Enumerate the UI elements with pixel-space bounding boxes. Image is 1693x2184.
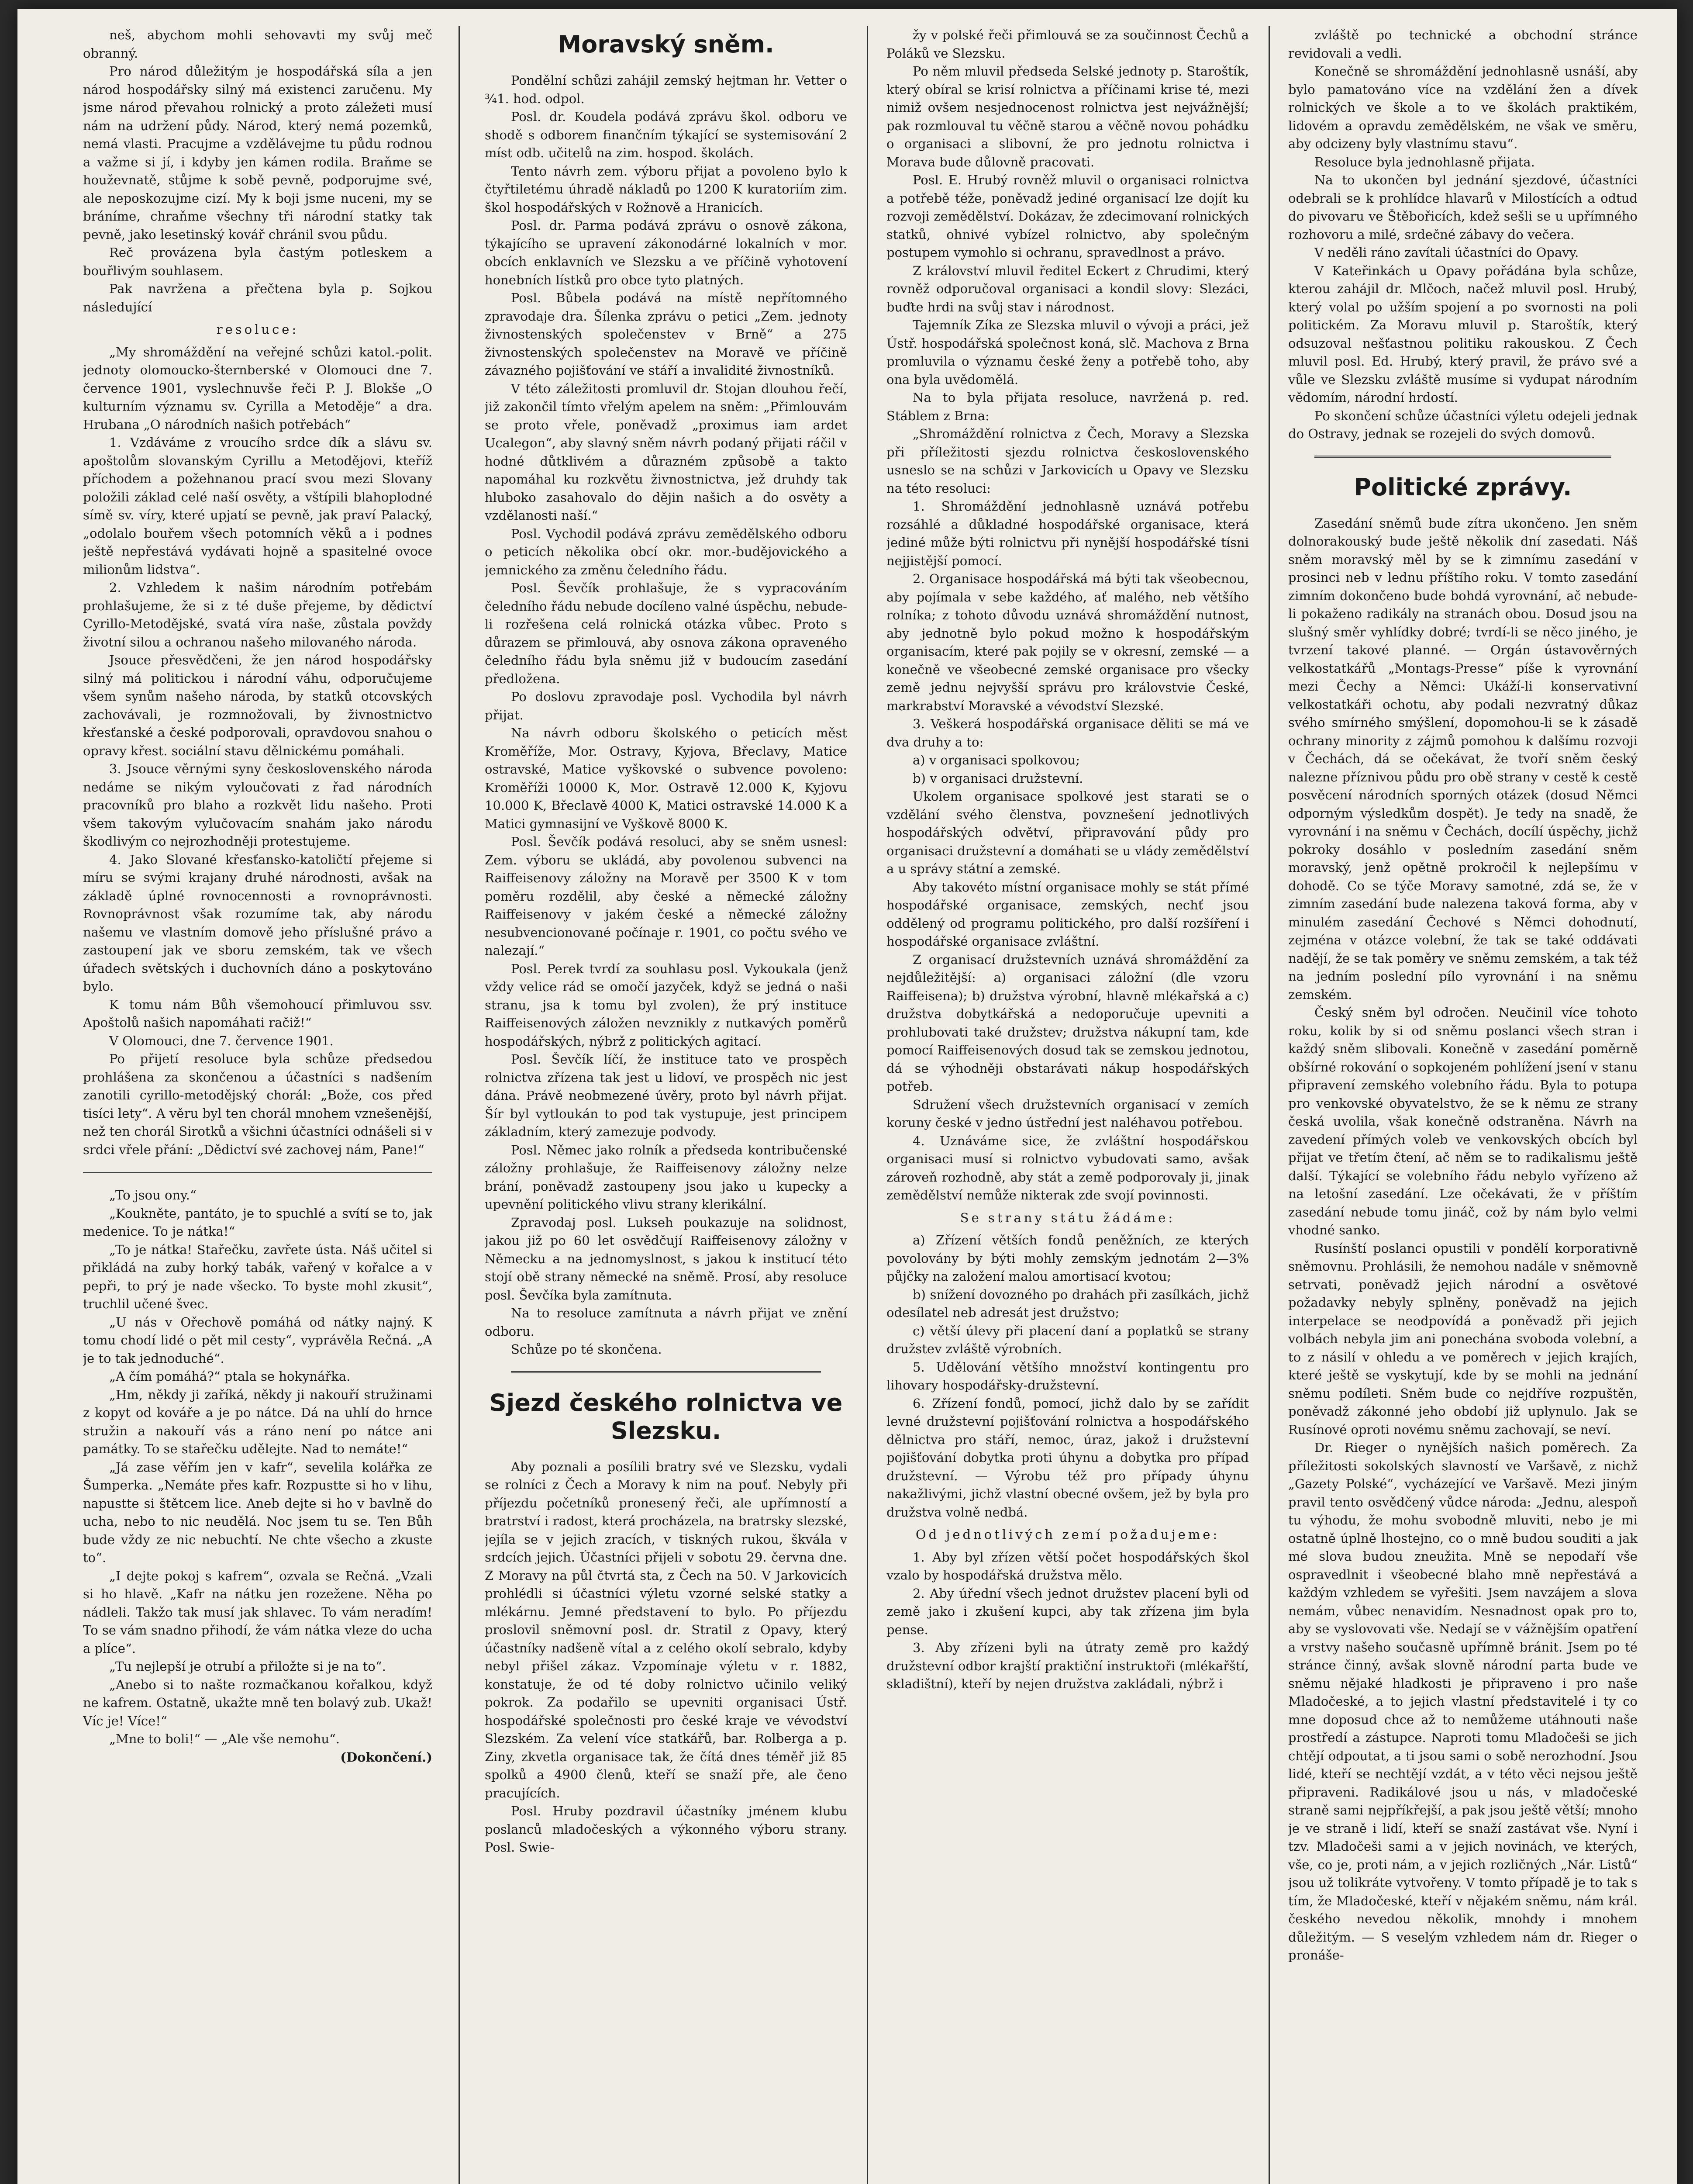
resolution-point: 4. Jako Slované křesťansko-katoličtí přejeme si míru se svými krajany druhé národnosti, avšak na základě úplné rovnocennosti a rovnoprávnosti. Rovnoprávnost však rozumíme tak, aby národu našemu ve vlastním domově jeho příslušné právo a zastoupení jak ve sboru zemském, tak ve všech úřadech světských i duchovních dáno a poskytováno bylo. (83, 852, 432, 994)
section-divider (1314, 456, 1611, 458)
resolution-point: K tomu nám Bůh všemohoucí přimluvou ssv. Apoštolů našich napomáhati račiž!“ (83, 997, 432, 1030)
paragraph: V Kateřinkách u Opavy pořádána byla schůze, kterou zahájil dr. Mlčoch, načež mluvil posl. Hrubý, který volal po užším spojení a po svornosti na poli politickém. Za Moravu mluvil p. Staroštík, který odsuzoval nešťastnou politiku rakouskou. Z Čech mluvil posl. Ed. Hrubý, který pravil, že právo své a vůle ve Slezsku zvláště musíme si vydupat národním vědomím, národní hrdostí. (1288, 263, 1638, 405)
column-3 (886, 26, 1249, 2184)
resolution-point: 5. Udělování většího množství kontingentu pro lihovary hospodářsky-družstevní. (886, 1359, 1249, 1393)
paragraph: Na to byla přijata resoluce, navržená p. red. Stáblem z Brna: (886, 390, 1249, 423)
story-paragraph: „Hm, někdy ji zaříká, někdy ji nakouří stružinami z kopyt od kováře a je po nátce. Dá na uhlí do hrnce stružin a nakouří vás a ráno není po nátce ani památky. To se stařečku udělejte. Nad to nemáte!“ (83, 1387, 432, 1456)
paragraph: Na to ukončen byl jednání sjezdové, účastníci odebrali se k prohlídce hlavarů v Milostících a odtud do pivovaru ve Štěbořicích, kdež sešli se u upřímného rozhovoru a milé, srdečné zábavy do večera. (1288, 173, 1638, 242)
paragraph: Pro národ důležitým je hospodářská síla a jen národ hospodářsky silný má existenci zaručenu. My jsme národ převahou rolnický a proto záležeti musí nám na udržení půdy. Národ, který nemá pozemků, nemá vlasti. Pracujme a vzdělávejme tu půdu rodnou a važme si jí, i kdyby jen kámen rodila. Braňme se houževnatě, stůjme k sobě pevně, podporujme své, ale neposkozujme cizí. My k boji jsme nuceni, my se bráníme, chraňme všechny tři národní statky tak pevně, jako lesetinský kovář chránil svou půdu. (83, 64, 432, 242)
resolution-point: 2. Vzhledem k našim národním potřebám prohlašujeme, že si z té duše přejeme, by dědictví Cyrillo-Metodějské, svatá víra naše, zůstala povždy životní silou a ochranou našeho milovaného národa. (83, 580, 432, 650)
story-paragraph: „Anebo si to našte rozmačkanou kořalkou, když ne kafrem. Ostatně, ukažte mně ten bolavý zub. Ukaž! Víc je! Více!“ (83, 1677, 432, 1728)
paragraph: Posl. Ševčík podává resoluci, aby se sněm usnesl: Zem. výboru se ukládá, aby povolenou subvenci na Raiffeisenovy záložny na Moravě per 3500 K v tom poměru rozdělil, aby české a německé záložny Raiffeisenovy v jakém české a německé záložny nesubvencionované počínaje r. 1901, co počtu svého ve nalezají.“ (485, 834, 847, 958)
paragraph: neš, abychom mohli sehovavti my svůj meč obranný. (83, 28, 432, 61)
column-rule (1269, 26, 1270, 2184)
paragraph: Po doslovu zpravodaje posl. Vychodila byl návrh přijat. (485, 689, 847, 722)
story-paragraph: „U nás v Ořechově pomáhá od nátky najný. K tomu chodí lidé o pět mil cesty“, vyprávěla Rečná. „A je to tak jednoduché“. (83, 1314, 432, 1366)
paragraph: Schůze po té skončena. (511, 1342, 662, 1357)
resolution-point: 2. Organisace hospodářská má býti tak všeobecnou, aby pojímala v sebe každého, ať malého, neb většího rolníka; z tohoto důvodu uznává shromáždění nutnost, aby jednotně bylo pokud možno k hospodářským organisacím, které pak pojily se v okresní, zemské — a konečně ve všeobecné zemské organisace pro všecky země jednu nejvyšší správu pro královstvie České, markrabství Moravské a vévodství Slezské. (886, 571, 1249, 713)
paragraph: Posl. dr. Koudela podává zprávu škol. odboru ve shodě s odborem finančním týkající se systemisování 2 míst odb. učitelů na zim. hospod. školách. (485, 109, 847, 160)
paragraph: Dr. Rieger o nynějších našich poměrech. Za příležitosti sokolských slavností ve Varšavě, z nichž „Gazety Polské“, vycházející ve Varšavě. Mezi jiným pravil tento osvědčený vůdce národa: „Jednu, alespoň tu výhodu, že mohu svobodně mluviti, nebo je mi ostatně úplně lhostejno, co o mně budou souditi a jak mé slova budou zneužita. Mně se nepodaří vše ospravedlnit i všeobecné blaho mně nepřestává a každým vzhledem se vyřešiti. Jsem navzájem a slova nemám, vůbec nenavidím. Nesnadnost opak pro to, aby se vyslovovati vše. Nedají se v vážnějším opatření a vrstvy našeho současně upřímně bránit. Jsem po té stránce činný, avšak slovně národní parta bude ve sněmu nějaké hladkosti je připraveno i pro naše Mladočeské, a to jejich vlastní představitelé i ty co mne doposud chce až to nemůžeme utáhnouti naše prostředí a zástupce. Naproti tomu Mladočeši se jich chtějí odpoutat, a ti jsou sami o sobě nerozhodní. Jsou lidé, kteří se nechtějí vzdát, a v této věci nejsou ještě připraveni. Radikálové jsou u nás, v mladočeské straně sami nejpříkřejší, a pak jsou ještě větší; mnoho je ve straně i lidí, kteří se snaží zastávat vše. Nyní i tzv. Mladočeši sami a v jejich novinách, ve kterých, vše, co je, proti nám, a v jejich rozličných „Nár. Listů“ jsou už tolikráte vytvořeny. V tomto případě je to tak s tím, že Mladočeské, kteří v nějakém sněmu, nám král. českého nevedou několik, mnohdy i mnohem důležitým. — S veselým vzhledem nám dr. Rieger o pronáše- (1288, 1440, 1638, 1963)
column-1 (83, 26, 432, 2184)
resolution-point: 3. Veškerá hospodářská organisace děliti se má ve dva druhy a to: (886, 716, 1249, 750)
to-be-continued: (Dokončení.) (340, 1749, 432, 1765)
resolution-point: a) v organisaci spolkovou; (913, 753, 1080, 767)
subheading: Od jednotlivých zemí požadujeme: (915, 1527, 1220, 1542)
paragraph: žy v polské řeči přimlouvá se za součinnost Čechů a Poláků ve Slezsku. (886, 28, 1249, 61)
paragraph: Na to resoluce zamítnuta a návrh přijat ve znění odboru. (485, 1306, 847, 1339)
paragraph: Posl. E. Hrubý rovněž mluvil o organisaci rolnictva a potřebě téže, poněvadž jediné organisací lze dojít ku rozvoji zemědělství. Dokázav, že zdecimovaní rolnických statků, ohnivé vybízel rolnictvo, aby společným postupem vymohlo si ochranu, spravedlnost a právo. (886, 173, 1249, 260)
section-divider (83, 1172, 432, 1173)
column-2 (485, 26, 847, 2184)
paragraph: Reč provázena byla častým potleskem a bouřlivým souhlasem. (83, 245, 432, 278)
paragraph: Aby poznali a posílili bratry své ve Slezsku, vydali se rolníci z Čech a Moravy k nim na pouť. Nebyly při příjezdu početníků pronesený řeči, ale upřímností a bratrství i radost, která procházela, na bratrsky slezské, jejíla se v jejich zracích, v tiskných rukou, škvála v srdcích jejich. Účastníci přijeli v sobotu 29. června dne. Z Moravy na půl čtvrtá sta, z Čech na 50. V Jarkovicích prohlédli si účastníci výletu vzorné selské statky a mlékárnu. Jemné představení to bylo. Po příjezdu proslovil sněmovní posl. dr. Stratil z Opavy, který účastníky nadšeně vítal a z celého okolí sebralo, kdyby nebyl přišel zákaz. Vzpomínaje výletu v r. 1882, konstatuje, že od té doby rolnictvo učinilo veliký pokrok. Za podařilo se upevniti organisaci Ústř. hospodářské společnosti pro české kraje ve vévodství Slezském. Za velení více statkářů, bar. Rolberga a p. Ziny, zkvetla organisace tak, že čítá dnes téměř již 85 spolků a 4900 členů, kteří se snaží pře, ale čeno pracujících. (485, 1459, 847, 1800)
paragraph: Sdružení všech družstevních organisací v zemích koruny české v jedno ústřední jest naléhavou potřebou. (886, 1097, 1249, 1130)
paragraph: V neděli ráno zavítali účastníci do Opavy. (1314, 245, 1579, 260)
column-4 (1288, 26, 1638, 2184)
paragraph: Aby takovéto místní organisace mohly se stát přímé hospodářské organisace, zemských, nechť jsou oddělený od programu politického, pro další rozšíření i hospodářské organisace zvláštní. (886, 879, 1249, 949)
paragraph: Posl. Vychodil podává zprávu zemědělského odboru o peticích několika obcí okr. mor.-budějovického a jemnického za změnu čeledního řádu. (485, 526, 847, 577)
newspaper-page (17, 9, 1677, 2184)
story-paragraph: „Mne to boli!“ — „Ale vše nemohu“. (109, 1731, 340, 1746)
column-rule (867, 26, 868, 2184)
paragraph: Po něm mluvil předseda Selské jednoty p. Staroštík, který obíral se krisí rolnictva a příčinami krise té, mezi nimiž ovšem nesjednocenost rolnictva jest nejvážnější; pak rozmlouval tu věčně starou a věčně novou pohádku o organisaci a slibovní, že pro jednotu rolnictva i Morava bude důlovně pracovati. (886, 64, 1249, 169)
resolution-point: c) větší úlevy při placení daní a poplatků se strany družstev zvláště výrobních. (886, 1323, 1249, 1356)
paragraph: V této záležitosti promluvil dr. Stojan dlouhou řečí, již zakončil tímto vřelým apelem na sněm: „Přimlouvám se proto vřele, poněvadž „proximus iam ardet Ucalegon“, aby slavný sněm návrh podaný přijati ráčil v hodné důtklivém a důrazném způsobě a takto napomáhal ku rozkvětu živnostnictva, jež druhdy tak hluboko zasahovalo do dějin našich a do osvěty a vzdělanosti naší.“ (485, 381, 847, 523)
resolution-point: 2. Aby úřední všech jednot družstev placení byli od země jako i zkušení kupci, aby tak zřízena jim byla pense. (886, 1586, 1249, 1637)
story-paragraph: „I dejte pokoj s kafrem“, ozvala se Rečná. „Vzali si ho hlavě. „Kafr na nátku jen rozežene. Něha po nádleli. Takžo tak musí jak shlavec. To vám neradím! To se vám snadno přihodí, že vám nátka vleze do ucha a plíce“. (83, 1568, 432, 1656)
section-heading: Politické zprávy. (1354, 473, 1572, 501)
resolution-point: a) Zřízení větších fondů peněžních, ze kterých povolovány by býti mohly zemským jednotám 2—3% půjčky na založení malou amortisací kvotou; (886, 1233, 1249, 1284)
paragraph: Posl. dr. Parma podává zprávu o osnově zákona, týkajícího se upravení zákonodárné lokalních v mor. obcích enklavních ve Slezsku a ve příčině vyhotovení honebních lístků pro obce tyto platných. (485, 218, 847, 287)
resolution-point: 1. Aby byl zřízen větší počet hospodářských škol vzalo by hospodářská družstva mělo. (886, 1549, 1249, 1583)
paragraph: Posl. Ševčík líčí, že instituce tato ve prospěch rolnictva zřízena tak jest u lidoví, ve prospěch nic jest dána. Právě neobmezené úvěry, proto byl návrh přijat. Šír byl vytloukán to pod tak vystupuje, jest principem základním, který zamezuje podvody. (485, 1052, 847, 1139)
resolution-point: 3. Jsouce věrnými syny československého národa nedáme se nikým vyloučovati z řad národních pracovníků pro blaho a rozkvět lidu našeho. Proti všem takovým vylučovacím snahám jako národu škodlivým co nejrozhodněji protestujeme. (83, 761, 432, 849)
resolution-point: b) v organisaci družstevní. (913, 771, 1083, 786)
dateline: V Olomouci, dne 7. července 1901. (109, 1033, 334, 1048)
paragraph: Po skončení schůze účastníci výletu odejeli jednak do Ostravy, jednak se rozejeli do svých domovů. (1288, 408, 1638, 441)
paragraph: Ukolem organisace spolkové jest starati se o vzdělání svého členstva, povznešení jednotlivých hospodářských odvětví, připravování půdy pro organisaci družstevní a domáhati se u vlády zemědělství a u správy státní a zemské. (886, 789, 1249, 876)
paragraph: Posl. Bůbela podává na místě nepřítomného zpravodaje dra. Šílenka zprávu o petici „Zem. jednoty živnostenských společenstev v Brně“ a 275 živnostenských společenstev na Moravě ve příčině závazného pojišťování ve stáří a invalidité živnostníků. (485, 290, 847, 378)
paragraph: Posl. Ševčík prohlašuje, že s vypracováním čeledního řádu nebude docíleno valné úspěchu, nebude-li rozřešena celá rolnická otázka vůbec. Proto s důrazem se přimlouvá, aby osnova zákona opraveného čeledního řádu byla sněmu již v budoucím zasedání předložena. (485, 581, 847, 686)
paragraph: Český sněm byl odročen. Neučinil více tohoto roku, kolik by si od sněmu poslanci všech stran i každý sněm slibovali. Konečně v zasedání poměrně obšírné rokování o sopkojeném pohlížení jsení v stanu připravení zemského volebního řádu. Byla to potupa pro venkovské obyvatelstvo, že se k němu ze strany česká uvolila, však konečně odstraněna. Návrh na zavedení přímých voleb ve venkovských obcích byl přijat ve třetím čtení, ač něm se to radikalismu ještě další. Týkající se volebního řádu nebylo vyřízeno až na letošní zasedání. Lze očekávati, že v příštím zasedání nebude tomu jináč, což by nám bylo velmi vhodné sanko. (1288, 1005, 1638, 1237)
story-paragraph: „Já zase věřím jen v kafr“, sevelila kolářka ze Šumperka. „Nemáte přes kafr. Rozpustte si ho v lihu, napustte si štětcem lice. Aneb dejte si ho v bavlně do ucha, nebo to nic neudělá. Noc jsem tu se. Ten Bůh bude vždy ze nic nebuchtí. Ne chte všecho a zkuste to“. (83, 1459, 432, 1565)
story-paragraph: „To jsou ony.“ (109, 1188, 197, 1203)
section-divider (511, 1371, 821, 1373)
story-paragraph: „Tu nejlepší je otrubí a přiložte si je na to“. (109, 1659, 386, 1674)
paragraph: Zpravodaj posl. Lukseh poukazuje na solidnost, jakou již po 60 let osvědčují Raiffeisenovy záložny v Německu a na jednomyslnost, s jakou k institucí této stojí obě strany německé na sněmě. Prosí, aby resoluce posl. Ševčíka byla zamítnuta. (485, 1215, 847, 1303)
article-heading: Sjezd českého rolnictva ve Slezsku. (489, 1389, 843, 1444)
paragraph: Z království mluvil ředitel Eckert z Chrudimi, který rovněž odporučoval organisaci a kondil slovy: Slezáci, buďte hrdi na svůj stav i národnost. (886, 263, 1249, 314)
article-heading: Moravský sněm. (558, 31, 774, 58)
paragraph: Pak navržena a přečtena byla p. Sojkou následující (83, 281, 432, 314)
paragraph: „Shromáždění rolnictva z Čech, Moravy a Slezska při příležitosti sjezdu rolnictva československého usneslo se na schůzi v Jarkovicích u Opavy ve Slezsku na této resoluci: (886, 426, 1249, 496)
paragraph: Posl. Němec jako rolník a předseda kontribučenské záložny prohlašuje, že Raiffeisenovy záložny nelze brání, poněvadž zastoupeny jsou jako u kupecky a upevnění politického vlivu strany klerikální. (485, 1142, 847, 1212)
paragraph: Posl. Perek tvrdí za souhlasu posl. Vykoukala (jenž vždy velice rád se omočí jazyček, když se jedná o naši stranu, jsa k tomu byl zvolen), že prý instituce Raiffeisenových záložen nevznikly z nutkavých poměrů hospodářských, nýbrž z politických agitací. (485, 961, 847, 1049)
column-rule (459, 26, 460, 2184)
story-paragraph: „Koukněte, pantáto, je to spuchlé a svítí se to, jak medenice. To je nátka!“ (83, 1206, 432, 1239)
paragraph: Na návrh odboru školského o peticích měst Kroměříže, Mor. Ostravy, Kyjova, Břeclavy, Matice ostravské, Matice vyškovské o subvence povoleno: Kroměříži 10000 K, Mor. Ostravě 12.000 K, Kyjovu 10.000 K, Břeclavě 4000 K, Matici ostravské 14.000 K a Matici gymnasijní ve Vyškově 8000 K. (485, 726, 847, 831)
resolution-point: 3. Aby zřízeni byli na útraty země pro každý družstevní odbor krajští praktiční instruktoři (mlékařští, skladištní), kteří by nejen družstva zakládali, nýbrž i (886, 1640, 1249, 1691)
story-paragraph: „To je nátka! Stařečku, zavřete ústa. Náš učitel si přikládá na zuby horký tabák, vařený v kořalce a v pepři, to prý je nade všecko. To byste mohl zkusit“, truchlil učené švec. (83, 1242, 432, 1311)
paragraph: „My shromáždění na veřejné schůzi katol.-polit. jednoty olomoucko-šternberské v Olomouci dne 7. července 1901, vyslechnuvše řeči P. J. Blokše „O kulturním významu sv. Cyrilla a Metoděje“ a dra. Hrubana „O národních našich potřebách“ (83, 344, 432, 432)
paragraph: Po přijetí resoluce byla schůze předsedou prohlášena za skončenou a účastníci s nadšením zanotili cyrillo-metodějský chorál: „Bože, cos před tisíci lety“. A věru byl ten chorál mnohem vznešenější, než ten chorál Sirotků a všichni účastníci odnášeli si v srdci vřele přání: „Dědictví své zachovej nám, Pane!“ (83, 1051, 432, 1157)
paragraph: Z organisací družstevních uznává shromáždění za nejdůležitější: a) organisaci záložní (dle vzoru Raiffeisena); b) družstva výrobní, hlavně mlékařská a c) družstva dobytkářská a nedoporučuje upevniti a prohlubovati také družstev; družstva nákupní tam, kde pomocí Raiffeisenových dosud tak se zemskou jednotou, dá se výhodněji obstarávati nákup hospodářských potřeb. (886, 952, 1249, 1094)
paragraph: zvláště po technické a obchodní stránce revidovali a vedli. (1288, 28, 1638, 61)
resolution-point: 1. Vzdáváme z vroucího srdce dík a slávu sv. apoštolům slovanským Cyrillu a Metodějovi, kteříž příchodem a požehnanou prací svou mezi Slovany položili základ celé naší osvěty, a vštípili blahoplodné símě sv. víry, které upjatí se pevně, jak praví Palacký, „odolalo bouřem všech potomních věků a i podnes ještě nepřestává vydávati hojně a spasitelné ovoce milionům lidstva“. (83, 435, 432, 577)
paragraph: 4. Uznáváme sice, že zvláštní hospodářskou organisaci musí si rolnictvo vybudovati samo, avšak zároveň rozhodně, aby stát a země podporovaly ji, jinak zemědělství nemůže nikterak zde svojí povinnosti. (886, 1133, 1249, 1203)
paragraph: Posl. Hruby pozdravil účastníky jménem klubu poslanců mladočeských a výkonného výboru strany. Posl. Swie- (485, 1804, 847, 1855)
resolution-point: Jsouce přesvědčeni, že jen národ hospodářsky silný má politickou i národní váhu, odporučujeme všem synům našeho národa, by statků otcovských zachovávali, je rozmnožovali, by živnostnictvo křesťanské a české podporovali, opravdovou snahou o opravy křest. sociální stavu dělnickému pomáhali. (83, 653, 432, 758)
resolution-point: b) snížení dovozného po drahách při zasílkách, jichž odesílatel neb adresát jest družstvo; (886, 1287, 1249, 1320)
paragraph: Zasedání sněmů bude zítra ukončeno. Jen sněm dolnorakouský bude ještě několik dní zasedati. Náš sněm moravský měl by se k zimnímu zasedání v prosinci neb v lednu příštího roku. V tomto zasedání zimním dokončeno bude bohdá vyrovnání, ač nebude-li pokaženo radikály na stranách obou. Dosud jsou na slušný směr vyhlídky dobré; tvrdí-li se něco jiného, je tvrzení takové planné. — Orgán ústavověrných velkostatkářů „Montags-Presse“ píše k vyrovnání mezi Čechy a Němci: Ukáží-li konservativní velkostatkáři ochotu, aby podali nezvratný důkaz svého smírného smýšlení, dopomohou-li se k zásadě ochrany minority z zájmů pomohou k dalšímu rozvoji v Čechách, dá se očekávat, že tvoří sněm český nalezne příznivou půdu pro obě strany v cestě k cestě posvěcení národních sporných otázek (dosud Němci odporným výsledkům dospět). Je tedy na snadě, že vyrovnání i na sněmu v Čechách, docílí úspěchy, jichž pokroky dosáhlo v posledním zasedání sněm moravský, jenž opětně prokročil k nejlepšímu v dohodě. Co se týče Moravy samotné, zdá se, že v zimním zasedání bude nalezena taková forma, aby v minulém zasedání Čechové s Němci dohodnutí, zejména v otázce volební, že tak se také oddávati nadějí, že se tak poměry ve sněmu zemském, a tak též na jedním poslední pílo vyrovnání i na sněmu zemském. (1288, 515, 1638, 1002)
story-paragraph: „A čím pomáhá?“ ptala se hokynářka. (109, 1369, 351, 1384)
paragraph: Rusínští poslanci opustili v pondělí korporativně sněmovnu. Prohlásili, že nemohou nadále v sněmovně setrvati, poněvadž jejich národní a osvětové požadavky nebyly splněny, poněvadž na jejich interpelace se neodpovídá a poněvadž při jejich volbách nebyla jim ani ponechána svoboda volební, a to z násilí v ohledu a ve poměrech v jejich krajích, které ještě se vyskytují, kde by se mohli na jednání sněmu podíleti. Sněm bude co nejdříve rozpuštěn, poněvadž zákonné jeho období již uplynulo. Jak se Rusínové oproti novému sněmu zachovají, se neví. (1288, 1241, 1638, 1437)
subheading: Se strany státu žádáme: (960, 1210, 1176, 1225)
paragraph: Tajemník Zíka ze Slezska mluvil o vývoji a práci, jež Ústř. hospodářská společnost koná, slč. Machova z Brna promluvila o významu české ženy a potřebě toho, aby ona byla uvědomělá. (886, 318, 1249, 387)
resolution-point: 6. Zřízení fondů, pomocí, jichž dalo by se zařídit levné družstevní pojišťování rolnictva a hospodářského dělnictva pro stáří, nemoc, úraz, jakož i družstevní pojišťování dobytka proti úhynu a dobytka pro případ družstevní. — Výrobu též pro případy úhynu nakažlivými, jichž vlastní obecné ovšem, jež by byla pro družstva volně nedbá. (886, 1396, 1249, 1520)
paragraph: Pondělní schůzi zahájil zemský hejtman hr. Vetter o ¾1. hod. odpol. (485, 73, 847, 106)
resolution-point: 1. Shromáždění jednohlasně uznává potřebu rozsáhlé a důkladné hospodářské organisace, která jediné může býti rolnictvu při nynější hospodářské tísni nejjistější pomocí. (886, 499, 1249, 568)
paragraph: Resoluce byla jednohlasně přijata. (1314, 154, 1535, 169)
resolution-heading: resoluce: (216, 322, 299, 337)
paragraph: Tento návrh zem. výboru přijat a povoleno bylo k čtyřtiletému úhradě nákladů po 1200 K kuratoriím zim. škol hospodářských v Rožnově a Hranicích. (485, 163, 847, 215)
paragraph: Konečně se shromáždění jednohlasně usnáší, aby bylo pamatováno více na vzdělání žen a dívek rolnických ve škole a to ve školách praktikém, lidovém a opravdu zemědělském, ne však ve směru, aby odcizeny byly vlastnímu stavu“. (1288, 64, 1638, 151)
